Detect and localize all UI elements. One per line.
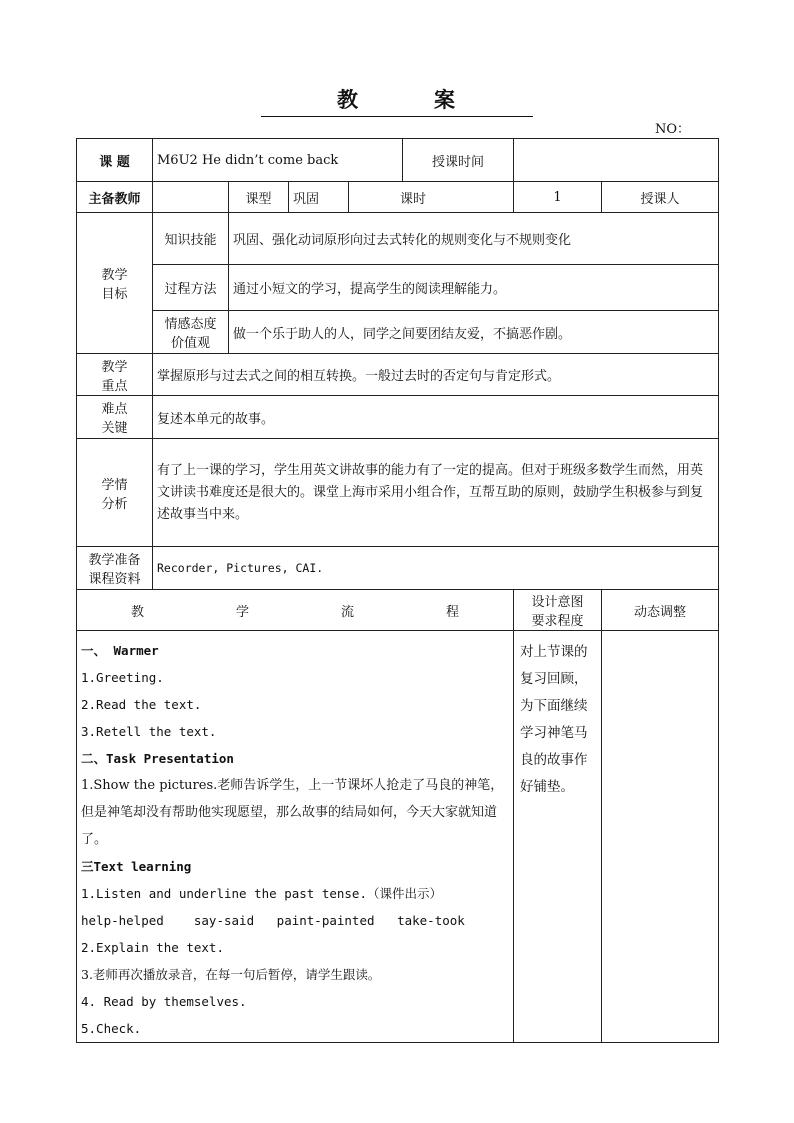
type-label: 课型 xyxy=(229,182,289,213)
topic-value: M6U2 He didn’t come back xyxy=(153,139,403,182)
design-header: 设计意图 要求程度 xyxy=(514,590,602,631)
number-label: NO： xyxy=(655,122,691,137)
document-title: 教案 xyxy=(0,84,794,117)
attitude-label: 情感态度 价值观 xyxy=(153,311,229,354)
hours-label: 课时 xyxy=(349,182,514,213)
topic-label: 课 题 xyxy=(77,139,153,182)
process-content xyxy=(77,631,514,1043)
step-replay: 3.老师再次播放录音，在每一句后暂停，请学生跟读。 xyxy=(81,967,381,982)
analysis-label: 学情 分析 xyxy=(77,439,153,547)
process-header-char: 程 xyxy=(446,604,460,620)
lesson-plan-table xyxy=(76,138,719,1043)
section-presentation: 二、Task Presentation xyxy=(81,751,234,766)
step-explain: 2.Explain the text. xyxy=(81,940,224,955)
step-listen: 1.Listen and underline the past tense.（课件出示） xyxy=(81,886,442,901)
step-greeting: 1.Greeting. xyxy=(81,670,164,685)
process-header-char: 教 xyxy=(131,604,145,620)
design-note: 对上节课的复习回顾，为下面继续学习神笔马良的故事作好铺垫。 xyxy=(514,631,602,1043)
type-value: 巩固 xyxy=(289,182,349,213)
step-read: 2.Read the text. xyxy=(81,697,202,712)
adjust-note xyxy=(602,631,719,1043)
lecturer-label: 授课人 xyxy=(602,182,719,213)
analysis-value: 有了上一课的学习，学生用英文讲故事的能力有了一定的提高。但对于班级多数学生而然，用英文讲读书难度还是很大的。课堂上海市采用小组合作，互帮互助的原则，鼓励学生积极参与到复述故事当中来。 xyxy=(153,439,719,547)
key-label: 教学 重点 xyxy=(77,354,153,396)
attitude-value: 做一个乐于助人的人，同学之间要团结友爱，不搞恶作剧。 xyxy=(229,311,719,354)
process-method-label: 过程方法 xyxy=(153,265,229,311)
process-method-value: 通过小短文的学习，提高学生的阅读理解能力。 xyxy=(229,265,719,311)
time-value xyxy=(514,139,719,182)
teacher-value xyxy=(153,182,229,213)
process-header-char: 流 xyxy=(341,604,355,620)
step-retell: 3.Retell the text. xyxy=(81,724,217,739)
skill-label: 知识技能 xyxy=(153,213,229,265)
step-check: 5.Check. xyxy=(81,1021,142,1036)
prep-value: Recorder, Pictures, CAI. xyxy=(153,547,719,590)
step-show-pictures: 1.Show the pictures.老师告诉学生，上一节课坏人抢走了马良的神笔，但是神笔却没有帮助他实现愿望，那么故事的结局如何，今天大家就知道了。 xyxy=(81,778,504,847)
skill-value: 巩固、强化动词原形向过去式转化的规则变化与不规则变化 xyxy=(229,213,719,265)
difficulty-label: 难点 关键 xyxy=(77,396,153,439)
step-read-themselves: 4. Read by themselves. xyxy=(81,994,247,1009)
prep-label: 教学准备 课程资料 xyxy=(77,547,153,590)
teacher-label: 主备教师 xyxy=(77,182,153,213)
section-text-learning: 三Text learning xyxy=(81,859,192,874)
process-header xyxy=(77,590,514,631)
process-header-char: 学 xyxy=(236,604,250,620)
adjust-header: 动态调整 xyxy=(602,590,719,631)
time-label: 授课时间 xyxy=(403,139,514,182)
hours-value: 1 xyxy=(514,182,602,213)
goals-label: 教学 目标 xyxy=(77,213,153,354)
key-value: 掌握原形与过去式之间的相互转换。一般过去时的否定句与肯定形式。 xyxy=(153,354,719,396)
verb-forms: help-helped say-said paint-painted take-took xyxy=(81,913,465,928)
difficulty-value: 复述本单元的故事。 xyxy=(153,396,719,439)
section-warmer: 一、 Warmer xyxy=(81,643,159,658)
